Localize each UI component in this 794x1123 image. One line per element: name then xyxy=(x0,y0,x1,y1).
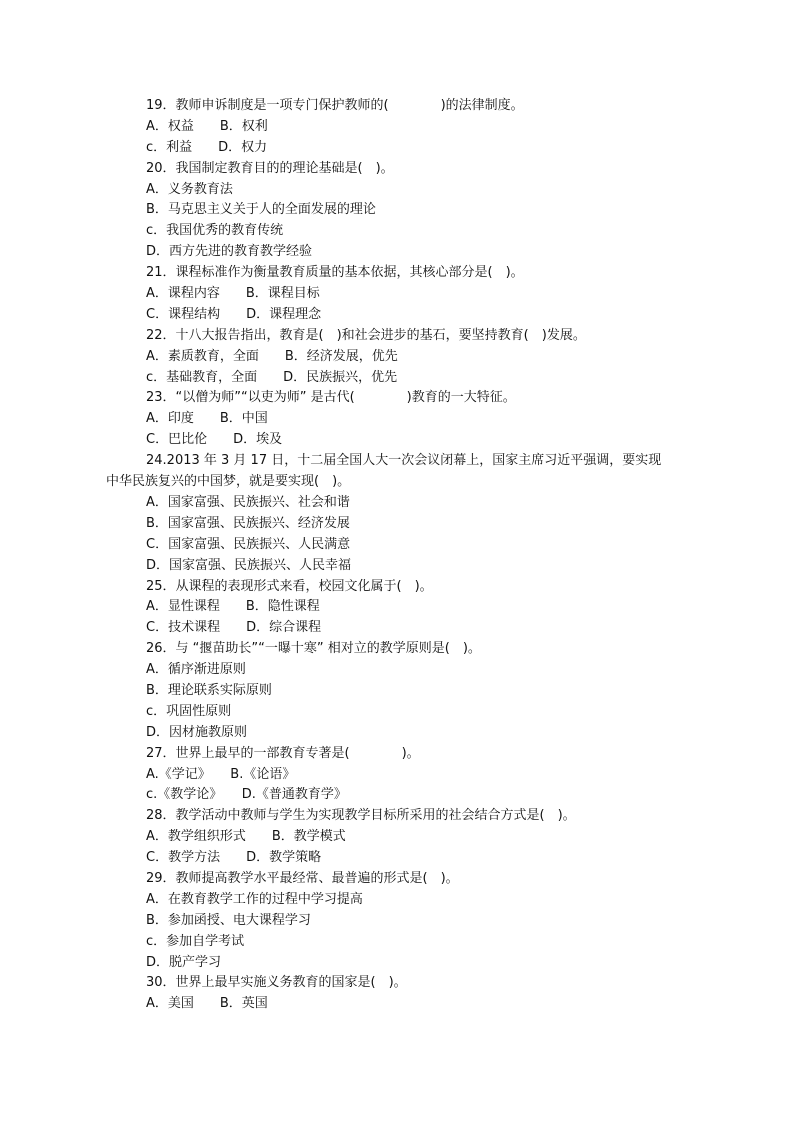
option-line: A．美国 B．英国 xyxy=(146,996,268,1012)
question-30: 30．世界上最早实施义务教育的国家是( )。 xyxy=(146,975,407,991)
option-line: A．义务教育法 xyxy=(146,181,233,197)
option-line: c.《教学论》 D.《普通教育学》 xyxy=(146,787,347,803)
option-line: c．基础教育，全面 D．民族振兴，优先 xyxy=(146,369,398,385)
question-21: 21．课程标准作为衡量教育质量的基本依据，其核心部分是( )。 xyxy=(146,265,524,281)
question-29: 29．教师提高教学水平最经常、最普遍的形式是( )。 xyxy=(146,870,459,886)
option-line: B．马克思主义关于人的全面发展的理论 xyxy=(146,202,376,218)
option-line: A．权益 B．权利 xyxy=(146,118,268,134)
question-22: 22．十八大报告指出，教育是( )和社会进步的基石，要坚持教育( )发展。 xyxy=(146,327,586,343)
option-line: A．显性课程 B．隐性课程 xyxy=(146,599,320,615)
option-line: A．印度 B．中国 xyxy=(146,411,268,427)
option-line: A．国家富强、民族振兴、社会和谐 xyxy=(146,494,350,510)
option-line: A．教学组织形式 B．教学模式 xyxy=(146,829,346,845)
option-line: B．理论联系实际原则 xyxy=(146,682,272,698)
document-content xyxy=(106,96,666,1015)
option-line: c．巩固性原则 xyxy=(146,703,232,719)
question-25: 25．从课程的表现形式来看，校园文化属于( )。 xyxy=(146,578,433,594)
option-line: C．技术课程 D．综合课程 xyxy=(146,620,322,636)
option-line: B．国家富强、民族振兴、经济发展 xyxy=(146,515,350,531)
option-line: C．课程结构 D．课程理念 xyxy=(146,306,322,322)
question-20: 20．我国制定教育目的的理论基础是( )。 xyxy=(146,160,394,176)
option-line: A.《学记》 B.《论语》 xyxy=(146,766,296,782)
option-line: A．循序渐进原则 xyxy=(146,662,246,678)
option-line: D．国家富强、民族振兴、人民幸福 xyxy=(146,557,352,573)
option-line: D．脱产学习 xyxy=(146,954,222,970)
option-line: A．课程内容 B．课程目标 xyxy=(146,286,320,302)
question-26: 26．与 “揠苗助长”“一曝十寒” 相对立的教学原则是( )。 xyxy=(146,641,481,657)
option-line: D．因材施教原则 xyxy=(146,724,248,740)
option-line: C．教学方法 D．教学策略 xyxy=(146,850,322,866)
option-line: c．利益 D．权力 xyxy=(146,139,268,155)
question-19: 19．教师申诉制度是一项专门保护教师的( )的法律制度。 xyxy=(146,98,524,113)
option-line: c．我国优秀的教育传统 xyxy=(146,223,284,239)
question-23: 23．“以僧为师”“以吏为师” 是古代( )教育的一大特征。 xyxy=(146,390,516,406)
option-line: C．巴比伦 D．埃及 xyxy=(146,432,283,448)
question-28: 28．教学活动中教师与学生为实现教学目标所采用的社会结合方式是( )。 xyxy=(146,808,576,824)
option-line: B．参加函授、电大课程学习 xyxy=(146,912,311,928)
question-24: 24.2013 年 3 月 17 日，十二届全国人大一次会议闭幕上，国家主席习近平强调，要实现中华民族复兴的中国梦，就是要实现( )。 xyxy=(106,453,662,490)
option-line: C．国家富强、民族振兴、人民满意 xyxy=(146,536,351,552)
question-27: 27．世界上最早的一部教育专著是( )。 xyxy=(146,745,420,761)
option-line: D．西方先进的教育教学经验 xyxy=(146,244,313,260)
option-line: c．参加自学考试 xyxy=(146,933,245,949)
option-line: A．在教育教学工作的过程中学习提高 xyxy=(146,891,363,907)
option-line: A．素质教育，全面 B．经济发展，优先 xyxy=(146,348,398,364)
